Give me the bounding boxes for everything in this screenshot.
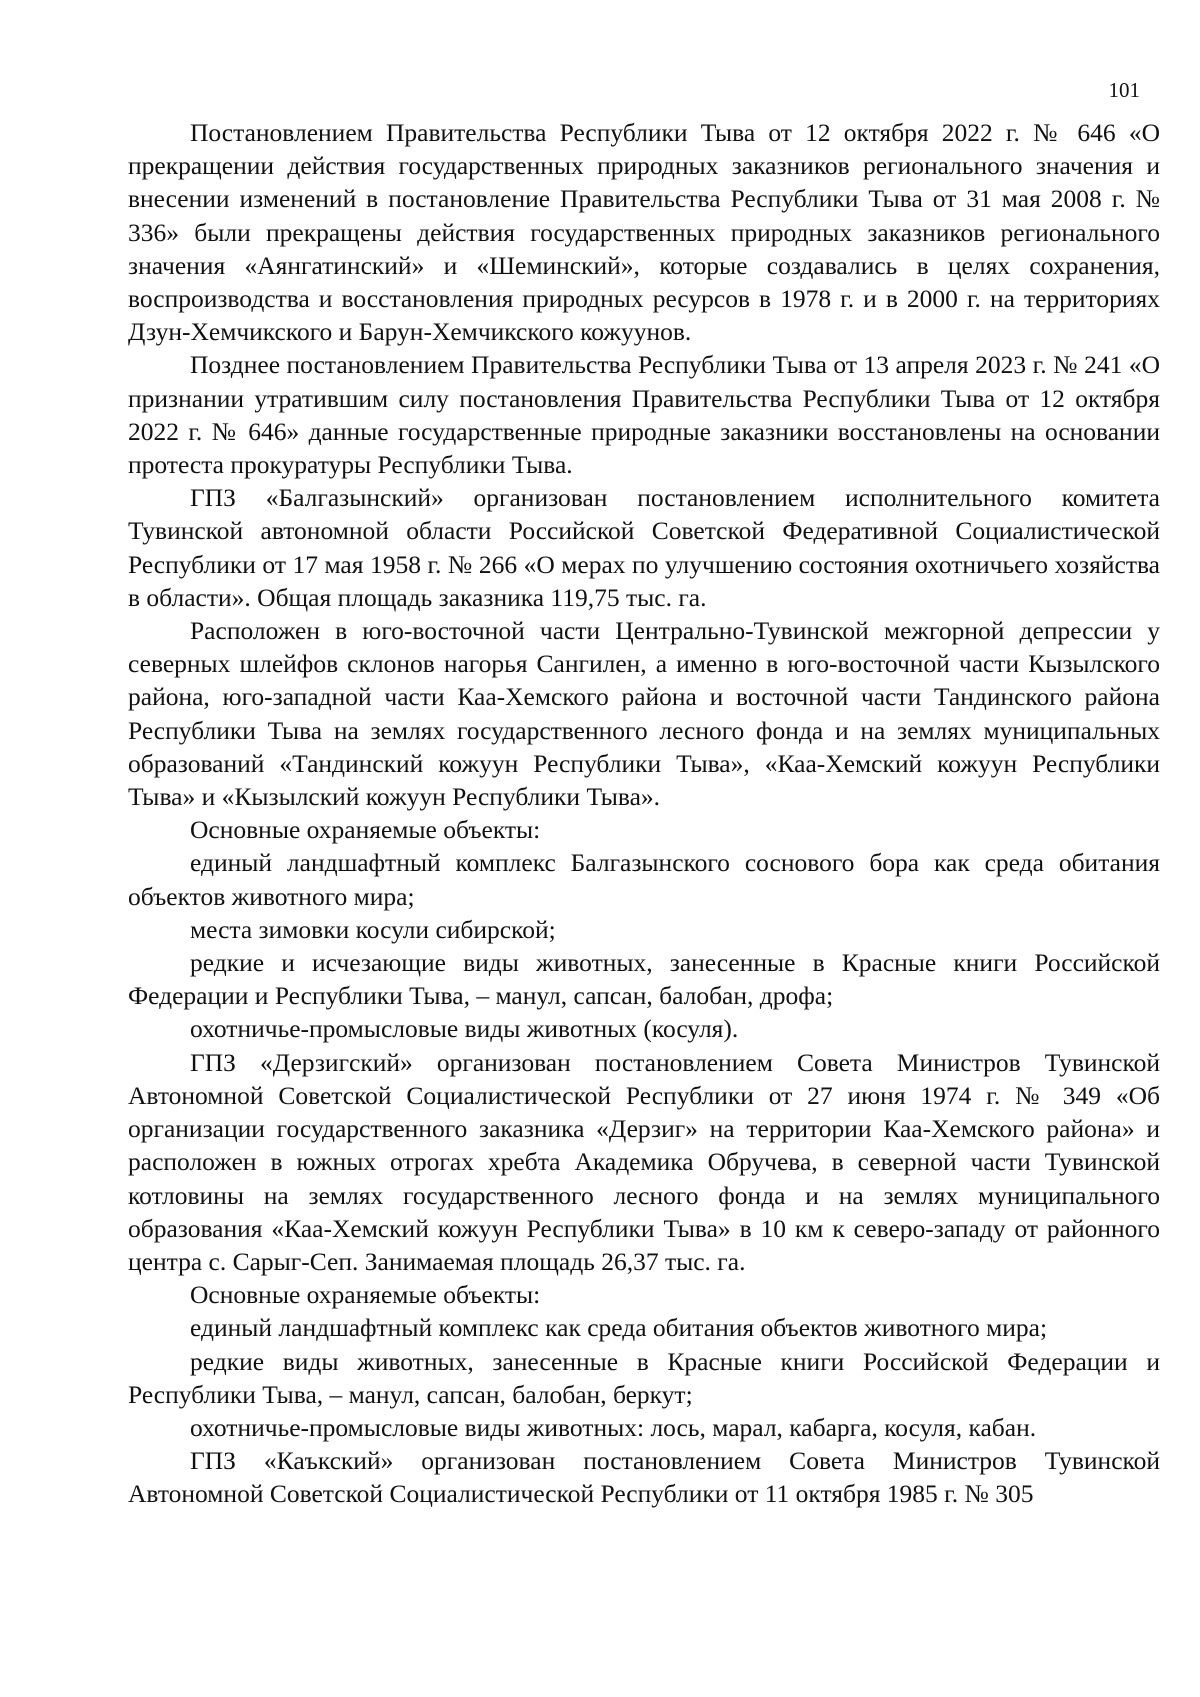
- list-item: редкие и исчезающие виды животных, занесенные в Красные книги Российской Федерации и Республики Тыва, – манул, сапсан, балобан, дрофа;: [128, 948, 1160, 1011]
- list-item: единый ландшафтный комплекс Балгазынского соснового бора как среда обитания объектов животного мира;: [128, 848, 1160, 911]
- list-item: места зимовки косули сибирской;: [190, 914, 556, 944]
- paragraph-protected-objects-heading: Основные охраняемые объекты:: [190, 1280, 541, 1310]
- paragraph-protected-objects-heading: Основные охраняемые объекты:: [190, 815, 541, 845]
- list-item: единый ландшафтный комплекс как среда обитания объектов животного мира;: [190, 1313, 1048, 1343]
- paragraph-derzig-establishment: ГПЗ «Дерзигский» организован постановлением Совета Министров Тувинской Автономной Советской Социалистической Республики от 27 июня 1974 г. № 349 «Об организации государственного заказника «Дерзиг» на территории Каа-Хемского района» и расположен в южных отрогах хребта Академика Обручева, в северной части Тувинской котловины на землях государственного лесного фонда и на землях муниципального образования «Каа-Хемский кожуун Республики Тыва» в 10 км к северо-западу от районного центра с. Сарыг-Сеп. Занимаемая площадь 26,37 тыс. га.: [128, 1047, 1160, 1276]
- paragraph-kaak-establishment: ГПЗ «Каъкский» организован постановлением Совета Министров Тувинской Автономной Советской Социалистической Республики от 11 октября 1985 г. № 305: [128, 1446, 1160, 1509]
- paragraph-balgazyn-location: Расположен в юго-восточной части Центрально-Тувинской межгорной депрессии у северных шлейфов склонов нагорья Сангилен, а именно в юго-восточной части Кызылского района, юго-западной части Каа-Хемского района и восточной части Тандинского района Республики Тыва на землях государственного лесного фонда и на землях муниципальных образований «Тандинский кожуун Республики Тыва», «Каа-Хемский кожуун Республики Тыва» и «Кызылский кожуун Республики Тыва».: [128, 616, 1160, 812]
- list-item: редкие виды животных, занесенные в Красные книги Российской Федерации и Республики Тыва, – манул, сапсан, балобан, беркут;: [128, 1346, 1160, 1409]
- list-item: охотничье-промысловые виды животных (косуля).: [190, 1014, 739, 1044]
- paragraph-reserves-termination: Постановлением Правительства Республики Тыва от 12 октября 2022 г. № 646 «О прекращении действия государственных природных заказников регионального значения и внесении изменений в постановление Правительства Республики Тыва от 31 мая 2008 г. № 336» были прекращены действия государственных природных заказников регионального значения «Аянгатинский» и «Шеминский», которые создавались в целях сохранения, воспроизводства и восстановления природных ресурсов в 1978 г. и в 2000 г. на территориях Дзун-Хемчикского и Барун-Хемчикского кожуунов.: [128, 118, 1160, 347]
- document-body: [128, 116, 1160, 1511]
- page-number: 101: [1108, 78, 1140, 102]
- paragraph-reserves-restoration: Позднее постановлением Правительства Республики Тыва от 13 апреля 2023 г. № 241 «О признании утратившим силу постановления Правительства Республики Тыва от 12 октября 2022 г. № 646» данные государственные природные заказники восстановлены на основании протеста прокуратуры Республики Тыва.: [128, 350, 1160, 480]
- list-item: охотничье-промысловые виды животных: лось, марал, кабарга, косуля, кабан.: [190, 1412, 1037, 1442]
- paragraph-balgazyn-establishment: ГПЗ «Балгазынский» организован постановлением исполнительного комитета Тувинской автономной области Российской Советской Федеративной Социалистической Республики от 17 мая 1958 г. № 266 «О мерах по улучшению состояния охотничьего хозяйства в области». Общая площадь заказника 119,75 тыс. га.: [128, 483, 1160, 612]
